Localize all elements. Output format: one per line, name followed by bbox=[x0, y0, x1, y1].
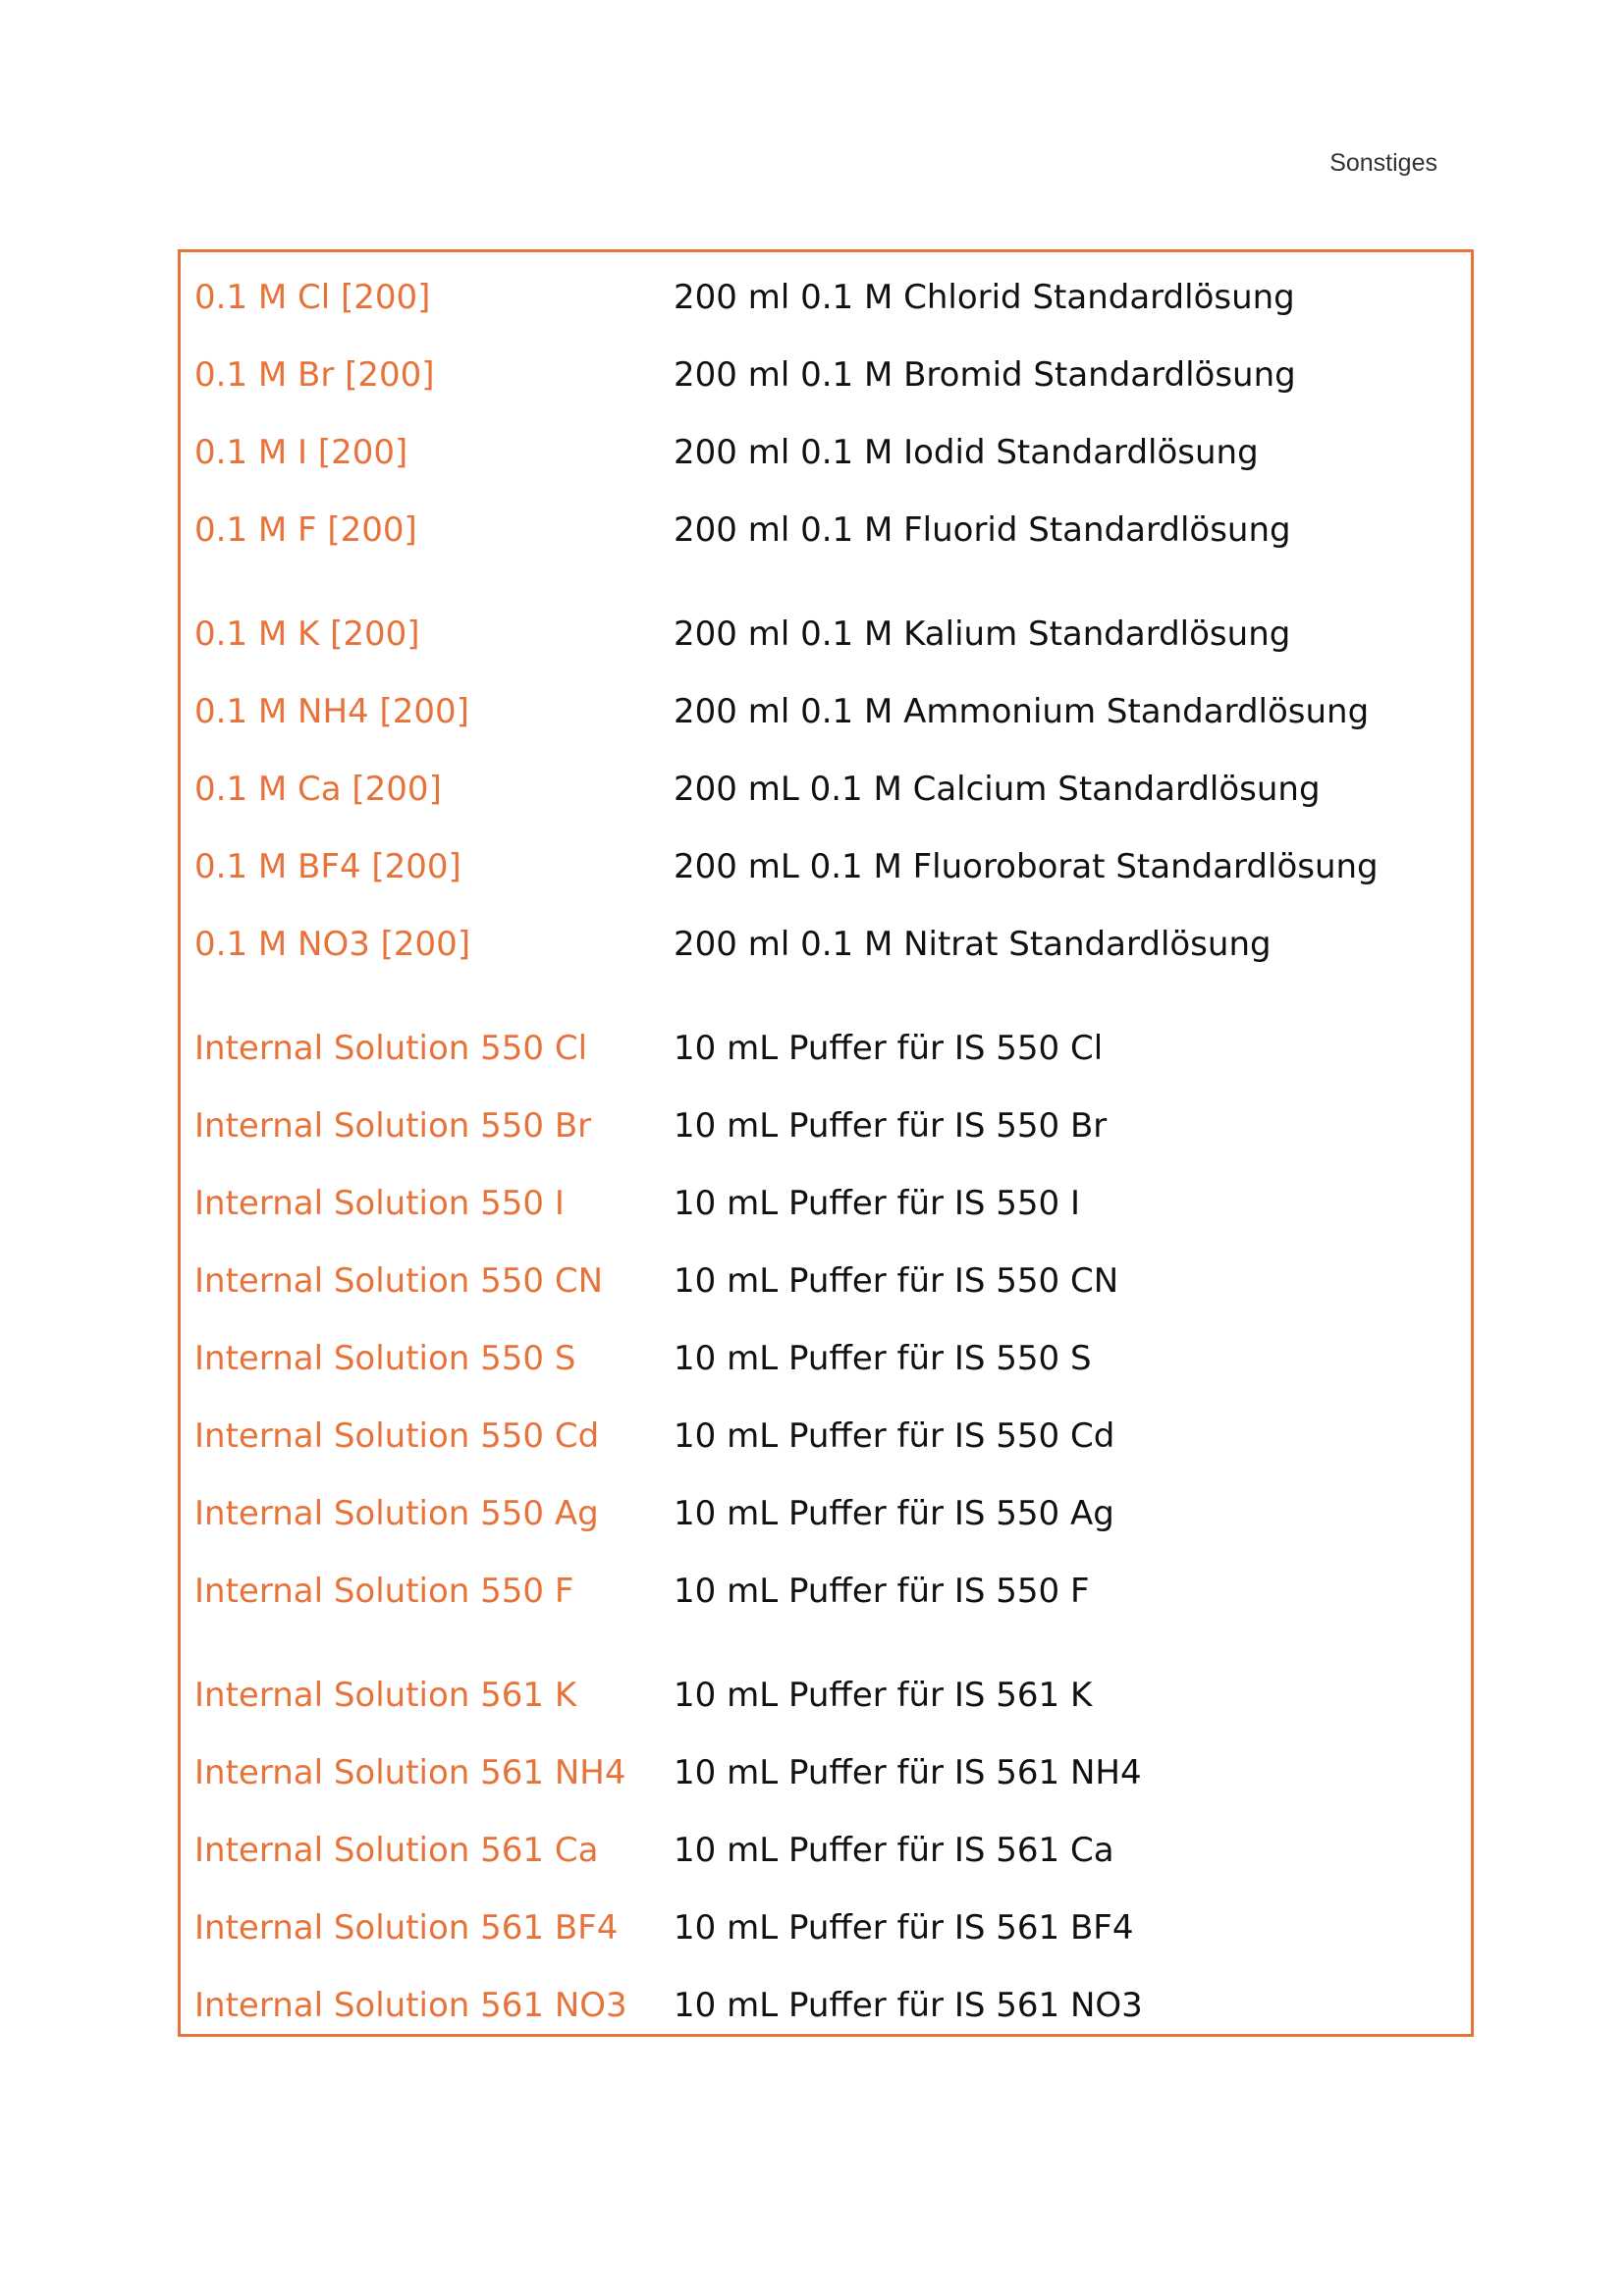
product-description: 10 mL Puffer für IS 550 I bbox=[674, 1184, 1080, 1223]
list-item bbox=[181, 1824, 1471, 1877]
product-description: 10 mL Puffer für IS 550 F bbox=[674, 1572, 1090, 1611]
product-code: 0.1 M Ca [200] bbox=[194, 770, 442, 809]
product-code: 0.1 M K [200] bbox=[194, 614, 420, 654]
list-item bbox=[181, 1669, 1471, 1722]
product-code: Internal Solution 561 BF4 bbox=[194, 1908, 619, 1948]
product-code: Internal Solution 550 F bbox=[194, 1572, 574, 1611]
product-code: Internal Solution 561 K bbox=[194, 1676, 577, 1715]
product-code: 0.1 M NO3 [200] bbox=[194, 925, 471, 964]
list-item bbox=[181, 1979, 1471, 2032]
product-code: Internal Solution 561 NH4 bbox=[194, 1753, 626, 1792]
product-code: Internal Solution 550 I bbox=[194, 1184, 565, 1223]
product-description: 10 mL Puffer für IS 561 NH4 bbox=[674, 1753, 1142, 1792]
list-item bbox=[181, 918, 1471, 971]
product-code: Internal Solution 561 NO3 bbox=[194, 1986, 627, 2025]
list-item bbox=[181, 1255, 1471, 1308]
product-description: 10 mL Puffer für IS 550 S bbox=[674, 1339, 1092, 1378]
list-item bbox=[181, 685, 1471, 738]
product-description: 200 mL 0.1 M Fluoroborat Standardlösung bbox=[674, 847, 1379, 886]
list-item bbox=[181, 1410, 1471, 1463]
product-description: 10 mL Puffer für IS 550 CN bbox=[674, 1261, 1119, 1301]
list-item bbox=[181, 504, 1471, 557]
product-code: 0.1 M Cl [200] bbox=[194, 278, 431, 317]
list-item bbox=[181, 840, 1471, 893]
list-item bbox=[181, 1746, 1471, 1799]
product-description: 10 mL Puffer für IS 550 Cd bbox=[674, 1416, 1115, 1456]
product-code: 0.1 M I [200] bbox=[194, 433, 408, 472]
product-description: 200 ml 0.1 M Bromid Standardlösung bbox=[674, 355, 1296, 395]
list-item bbox=[181, 1177, 1471, 1230]
list-item bbox=[181, 608, 1471, 661]
product-code: 0.1 M NH4 [200] bbox=[194, 692, 469, 731]
product-code: Internal Solution 550 Ag bbox=[194, 1494, 599, 1533]
list-item bbox=[181, 426, 1471, 479]
product-code: Internal Solution 550 Cd bbox=[194, 1416, 600, 1456]
list-item bbox=[181, 1901, 1471, 1954]
list-item bbox=[181, 1565, 1471, 1618]
list-item bbox=[181, 1022, 1471, 1075]
product-description: 200 ml 0.1 M Chlorid Standardlösung bbox=[674, 278, 1295, 317]
product-code: Internal Solution 561 Ca bbox=[194, 1831, 599, 1870]
product-description: 10 mL Puffer für IS 550 Ag bbox=[674, 1494, 1114, 1533]
list-item bbox=[181, 1487, 1471, 1540]
product-code: 0.1 M F [200] bbox=[194, 510, 417, 550]
product-description: 200 ml 0.1 M Nitrat Standardlösung bbox=[674, 925, 1272, 964]
product-description: 10 mL Puffer für IS 561 BF4 bbox=[674, 1908, 1134, 1948]
product-description: 200 ml 0.1 M Fluorid Standardlösung bbox=[674, 510, 1291, 550]
product-description: 10 mL Puffer für IS 561 Ca bbox=[674, 1831, 1114, 1870]
product-code: Internal Solution 550 Br bbox=[194, 1106, 592, 1146]
list-item bbox=[181, 1332, 1471, 1385]
product-code: Internal Solution 550 S bbox=[194, 1339, 576, 1378]
product-description: 200 ml 0.1 M Iodid Standardlösung bbox=[674, 433, 1259, 472]
product-code: Internal Solution 550 Cl bbox=[194, 1029, 588, 1068]
product-description: 10 mL Puffer für IS 550 Cl bbox=[674, 1029, 1104, 1068]
list-item bbox=[181, 271, 1471, 324]
product-description: 200 ml 0.1 M Ammonium Standardlösung bbox=[674, 692, 1370, 731]
list-item bbox=[181, 348, 1471, 401]
list-item bbox=[181, 763, 1471, 816]
product-description: 200 ml 0.1 M Kalium Standardlösung bbox=[674, 614, 1291, 654]
product-description: 10 mL Puffer für IS 561 NO3 bbox=[674, 1986, 1143, 2025]
product-code: 0.1 M BF4 [200] bbox=[194, 847, 461, 886]
product-code: 0.1 M Br [200] bbox=[194, 355, 435, 395]
product-code: Internal Solution 550 CN bbox=[194, 1261, 604, 1301]
list-item bbox=[181, 1099, 1471, 1152]
product-description: 10 mL Puffer für IS 561 K bbox=[674, 1676, 1093, 1715]
product-description: 10 mL Puffer für IS 550 Br bbox=[674, 1106, 1108, 1146]
product-list-box bbox=[178, 249, 1474, 2037]
page-header-section: Sonstiges bbox=[1329, 149, 1437, 177]
product-description: 200 mL 0.1 M Calcium Standardlösung bbox=[674, 770, 1321, 809]
